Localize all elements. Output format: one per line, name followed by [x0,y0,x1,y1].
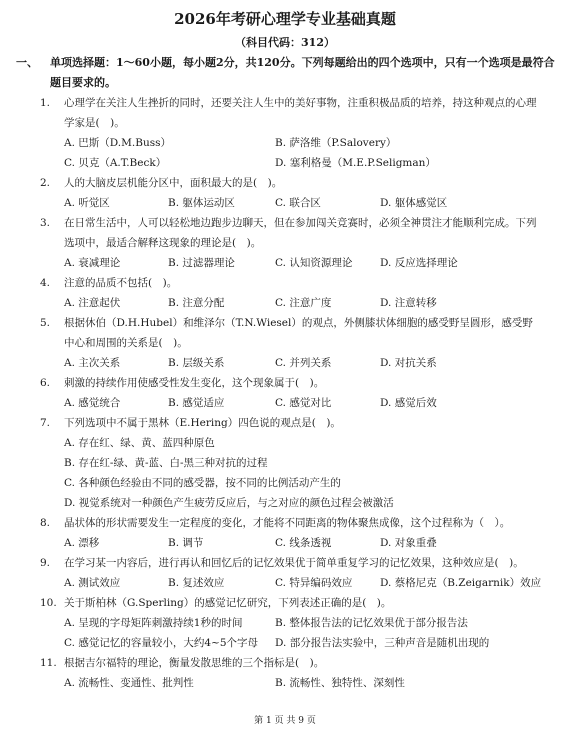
question-stem: 注意的品质不包括( )。 [64,277,178,289]
option-b: B. 层级关系 [168,357,225,369]
option-c: C. 认知资源理论 [275,257,353,269]
question-stem: 刺激的持续作用使感受性发生变化，这个现象属于( )。 [64,377,325,389]
option-b: B. 躯体运动区 [168,197,235,209]
question-stem: 根据吉尔福特的理论，衡量发散思维的三个指标是( )。 [64,657,325,669]
option-c: C. 贝克（A.T.Beck） [64,157,167,169]
question-number: 11. [40,657,57,669]
question-number: 7. [40,417,51,429]
option-d: D. 感觉后效 [380,397,437,409]
question-number: 9. [40,557,51,569]
option-a: A. 存在红、绿、黄、蓝四种原色 [64,437,215,449]
option-b: B. 感觉适应 [168,397,225,409]
option-b: B. 过滤器理论 [168,257,235,269]
section-number: 一、 [16,56,38,69]
question-number: 4. [40,277,51,289]
option-b: B. 萨洛维（P.Salovery） [275,137,397,149]
option-a: A. 漂移 [64,537,100,549]
question-number: 5. [40,317,51,329]
option-b: B. 流畅性、独特性、深刻性 [275,677,405,689]
option-c: C. 感觉对比 [275,397,332,409]
option-d: D. 躯体感觉区 [380,197,448,209]
option-a: A. 注意起伏 [64,297,121,309]
section-heading [16,53,556,93]
question-stem: 在学习某一内容后，进行再认和回忆后的记忆效果优于简单重复学习的记忆效果，这种效应是( )。 [64,557,524,569]
question-stem: 人的大脑皮层机能分区中，面积最大的是( )。 [64,177,283,189]
option-a: A. 流畅性、变通性、批判性 [64,677,194,689]
question-number: 2. [40,177,51,189]
subject-code: （科目代码：312） [235,36,335,49]
question-number: 1. [40,97,51,109]
question-stem: 心理学在关注人生挫折的同时，还要关注人生中的美好事物，注重积极品质的培养，持这种观点的心理学家是( )。 [64,97,537,129]
option-d: D. 对抗关系 [380,357,437,369]
question-number: 6. [40,377,51,389]
option-d: D. 反应选择理论 [380,257,458,269]
question-stem: 根据休伯（D.H.Hubel）和维泽尔（T.N.Wiesel）的观点，外侧膝状体细胞的感受野呈圆形，感受野中心和周围的关系是( )。 [64,317,533,349]
option-c: C. 特异编码效应 [275,577,353,589]
page-footer: 第 1 页 共 9 页 [254,716,316,726]
option-a: A. 主次关系 [64,357,121,369]
option-d: D. 对象重叠 [380,537,437,549]
option-c: C. 联合区 [275,197,321,209]
question-stem: 关于斯柏林（G.Sperling）的感觉记忆研究，下列表述正确的是( )。 [64,597,392,609]
option-b: B. 存在红-绿、黄-蓝、白-黑三种对抗的过程 [64,457,268,469]
option-d: D. 注意转移 [380,297,437,309]
option-b: B. 复述效应 [168,577,225,589]
section-instructions: 单项选择题：1～60小题，每小题2分，共120分。下列每题给出的四个选项中，只有一个选项是最符合题目要求的。 [50,56,555,89]
option-d: D. 蔡格尼克（B.Zeigarnik）效应 [380,577,542,589]
page-title: 2026年考研心理学专业基础真题 [174,10,396,28]
question-stem: 在日常生活中，人可以轻松地边跑步边聊天，但在参加闯关竞赛时，必须全神贯注才能顺利完成。下列选项中，最适合解释这现象的理论是( )。 [64,217,537,249]
option-a: A. 衰减理论 [64,257,121,269]
option-a: A. 测试效应 [64,577,121,589]
option-c: C. 线条透视 [275,537,332,549]
option-c: C. 感觉记忆的容量较小，大约4~5个字母 [64,637,258,649]
option-a: A. 感觉统合 [64,397,121,409]
question-number: 3. [40,217,51,229]
option-d: D. 塞利格曼（M.E.P.Seligman） [275,157,436,169]
option-a: A. 听觉区 [64,197,110,209]
question-stem: 下列选项中不属于黑林（E.Hering）四色说的观点是( )。 [64,417,341,429]
question-number: 8. [40,517,51,529]
question-stem: 晶状体的形状需要发生一定程度的变化，才能将不同距离的物体聚焦成像，这个过程称为（ ）。 [64,517,511,529]
option-c: C. 并列关系 [275,357,332,369]
option-c: C. 各种颜色经验由不同的感受器，按不同的比例活动产生的 [64,477,341,489]
option-d: D. 视觉系统对一种颜色产生疲劳反应后，与之对应的颜色过程会被激活 [64,497,394,509]
option-d: D. 部分报告法实验中，三种声音是随机出现的 [275,637,490,649]
option-b: B. 注意分配 [168,297,225,309]
option-a: A. 巴斯（D.M.Buss） [64,137,171,149]
option-b: B. 调节 [168,537,204,549]
option-b: B. 整体报告法的记忆效果优于部分报告法 [275,617,468,629]
option-c: C. 注意广度 [275,297,332,309]
question-number: 10. [40,597,57,609]
option-a: A. 呈现的字母矩阵刺激持续1秒的时间 [64,617,243,629]
